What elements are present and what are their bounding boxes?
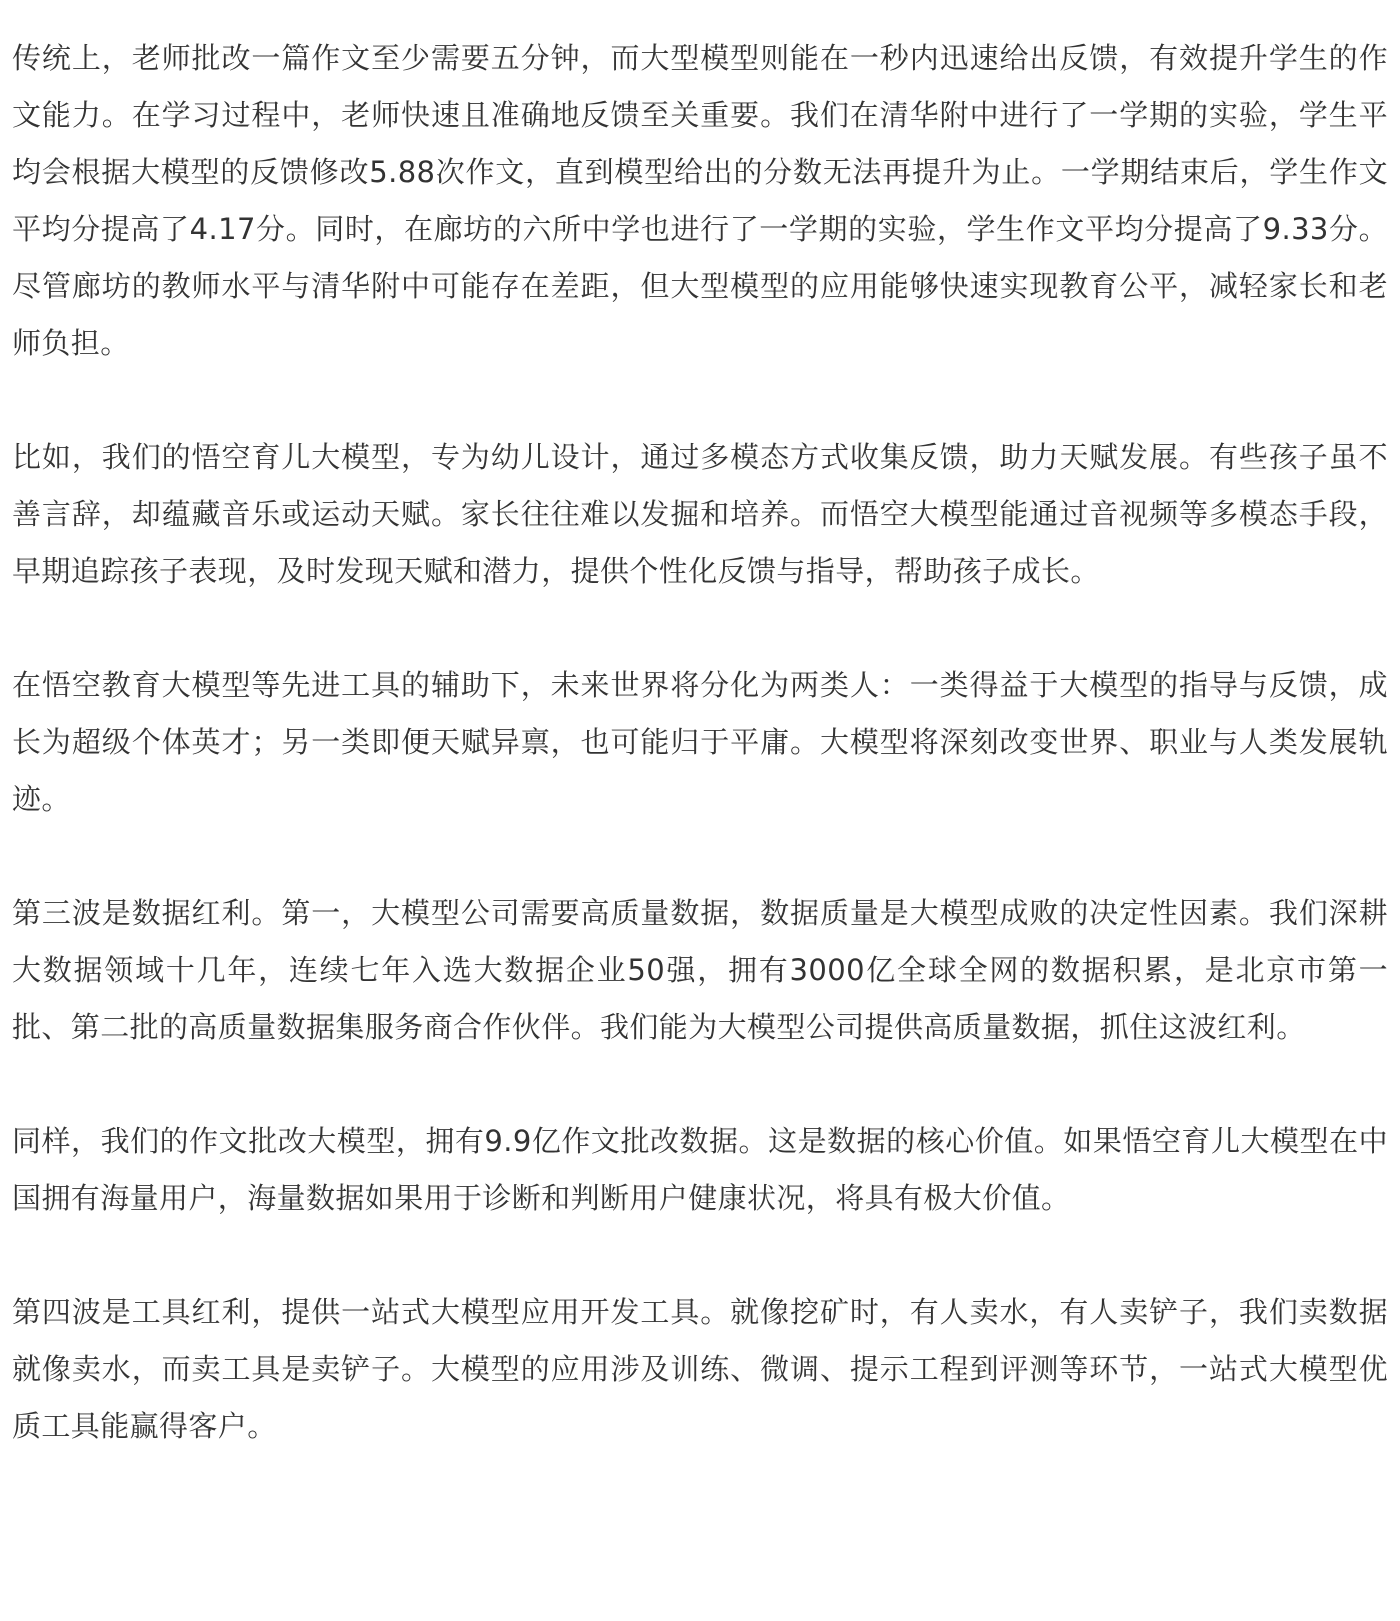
article-body	[12, 30, 1388, 1455]
paragraph-essay-grading-data: 同样，我们的作文批改大模型，拥有9.9亿作文批改数据。这是数据的核心价值。如果悟空育儿大模型在中国拥有海量用户，海量数据如果用于诊断和判断用户健康状况，将具有极大价值。	[12, 1124, 1388, 1215]
paragraph-essay-grading: 传统上，老师批改一篇作文至少需要五分钟，而大型模型则能在一秒内迅速给出反馈，有效提升学生的作文能力。在学习过程中，老师快速且准确地反馈至关重要。我们在清华附中进行了一学期的实验，学生平均会根据大模型的反馈修改5.88次作文，直到模型给出的分数无法再提升为止。一学期结束后，学生作文平均分提高了4.17分。同时，在廊坊的六所中学也进行了一学期的实验，学生作文平均分提高了9.33分。尽管廊坊的教师水平与清华附中可能存在差距，但大型模型的应用能够快速实现教育公平，减轻家长和老师负担。	[12, 41, 1388, 360]
paragraph-future-two-kinds-of-people: 在悟空教育大模型等先进工具的辅助下，未来世界将分化为两类人：一类得益于大模型的指导与反馈，成长为超级个体英才；另一类即便天赋异禀，也可能归于平庸。大模型将深刻改变世界、职业与人类发展轨迹。	[12, 668, 1388, 816]
paragraph-wukong-parenting-model: 比如，我们的悟空育儿大模型，专为幼儿设计，通过多模态方式收集反馈，助力天赋发展。有些孩子虽不善言辞，却蕴藏音乐或运动天赋。家长往往难以发掘和培养。而悟空大模型能通过音视频等多模态手段，早期追踪孩子表现，及时发现天赋和潜力，提供个性化反馈与指导，帮助孩子成长。	[12, 440, 1388, 588]
paragraph-third-wave-data-dividend: 第三波是数据红利。第一，大模型公司需要高质量数据，数据质量是大模型成败的决定性因素。我们深耕大数据领域十几年，连续七年入选大数据企业50强，拥有3000亿全球全网的数据积累，是北京市第一批、第二批的高质量数据集服务商合作伙伴。我们能为大模型公司提供高质量数据，抓住这波红利。	[12, 896, 1388, 1044]
paragraph-fourth-wave-tools-dividend: 第四波是工具红利，提供一站式大模型应用开发工具。就像挖矿时，有人卖水，有人卖铲子，我们卖数据就像卖水，而卖工具是卖铲子。大模型的应用涉及训练、微调、提示工程到评测等环节，一站式大模型优质工具能赢得客户。	[12, 1295, 1388, 1443]
